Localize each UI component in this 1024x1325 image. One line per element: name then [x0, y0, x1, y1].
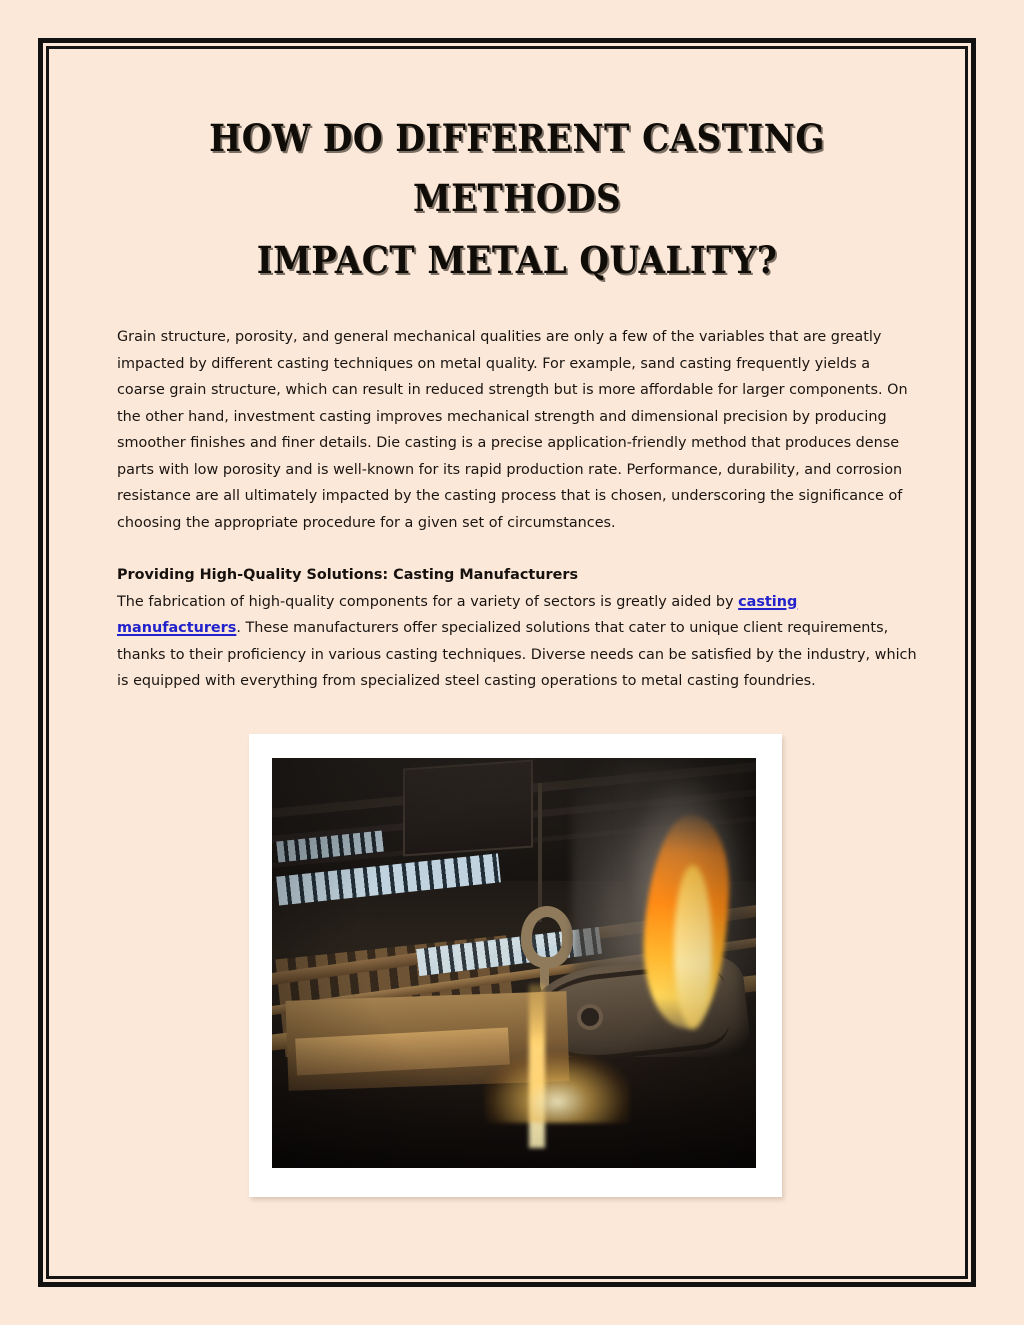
- photo-vignette: [272, 758, 756, 1168]
- page-title: [149, 108, 885, 290]
- paragraph-casting-manufacturers: [117, 562, 917, 695]
- casting-manufacturers-link[interactable]: casting manufacturers: [117, 593, 798, 636]
- section-heading-manufacturers: Providing High-Quality Solutions: Casting Manufacturers: [117, 567, 579, 583]
- paragraph-text-after-link: . These manufacturers offer specialized solutions that cater to unique client requirements, thanks to their proficiency in various casting techniques. Diverse needs can be satisfied by the industry, which is equipped with everything from specialized steel casting operations to metal casting foundries.: [117, 620, 917, 689]
- foundry-photo: [272, 758, 756, 1168]
- page-title-line-2: IMPACT METAL QUALITY?: [256, 238, 778, 282]
- paragraph-text-before-link: The fabrication of high-quality components for a variety of sectors is greatly aided by: [117, 593, 739, 610]
- foundry-photo-frame: [249, 734, 782, 1197]
- paragraph-casting-overview: Grain structure, porosity, and general mechanical qualities are only a few of the variables that are greatly impacted by different casting techniques on metal quality. For example, sand casting frequently yields a coarse grain structure, which can result in reduced strength but is more affordable for larger components. On the other hand, investment casting improves mechanical strength and dimensional precision by producing smoother finishes and finer details. Die casting is a precise application-friendly method that produces dense parts with low porosity and is well-known for its rapid production rate. Performance, durability, and corrosion resistance are all ultimately impacted by the casting process that is chosen, underscoring the significance of choosing the appropriate procedure for a given set of circumstances.: [117, 329, 908, 531]
- document-content: [117, 108, 917, 695]
- page-title-line-1: HOW DO DIFFERENT CASTING METHODS: [209, 116, 825, 220]
